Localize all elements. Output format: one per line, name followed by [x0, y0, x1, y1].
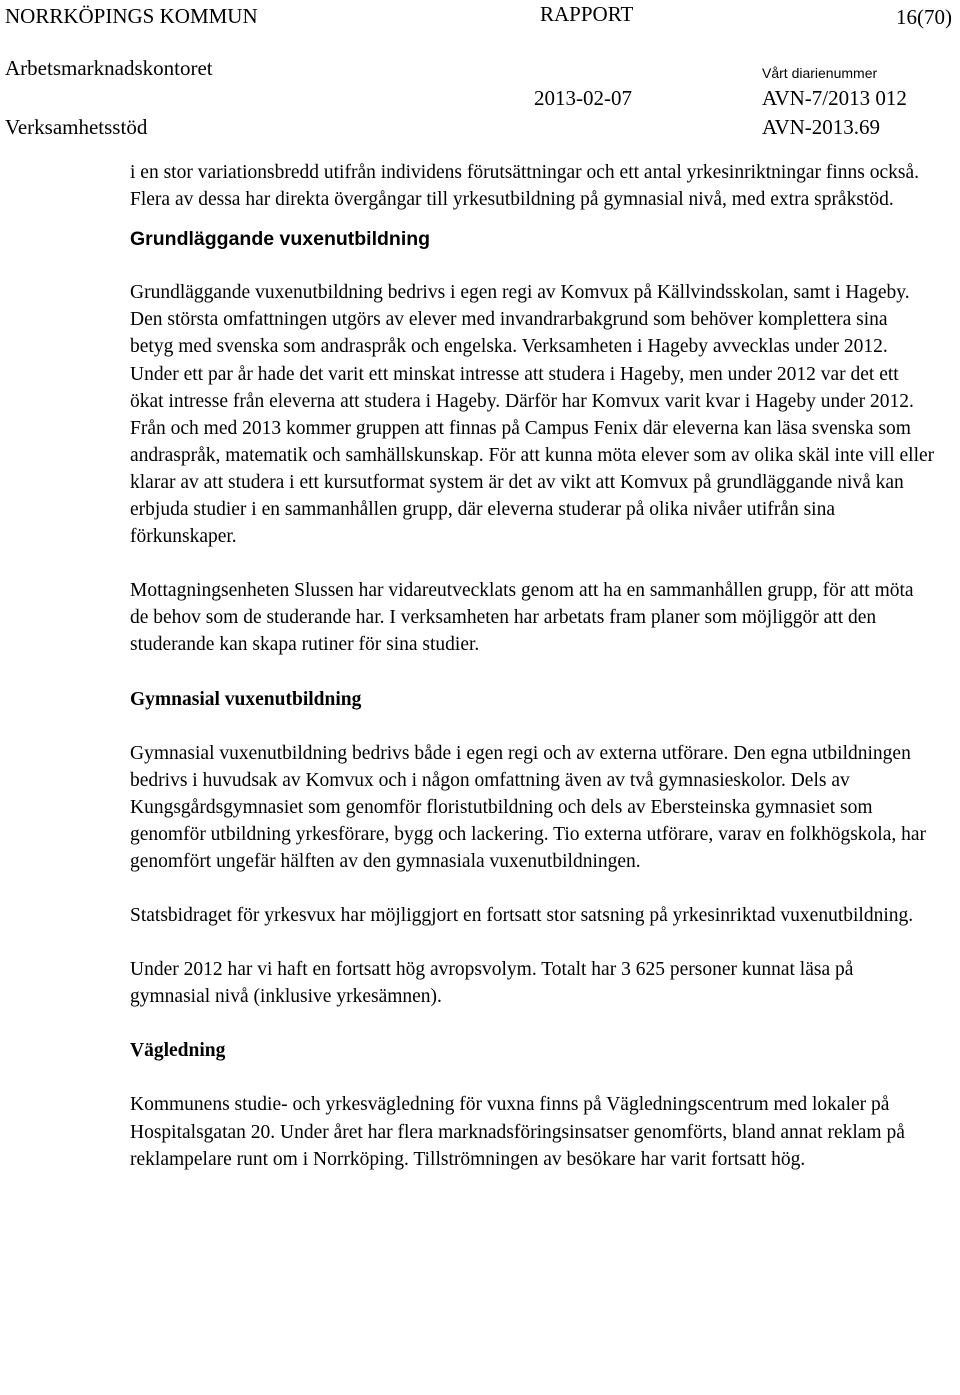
report-date: 2013-02-07 — [534, 86, 632, 110]
diary-number-2: AVN-2013.69 — [762, 115, 881, 139]
basic-paragraph-2: Mottagningsenheten Slussen har vidareutvecklats genom att ha en sammanhållen grupp, för att möta de behov som de studerande har. I verksamheten har arbetats fram planer som möjliggör att den studerande kan skapa rutiner för sina studier. — [130, 580, 914, 656]
diary-number-1: AVN-7/2013 012 — [762, 86, 907, 110]
guidance-paragraph-1: Kommunens studie- och yrkesvägledning för vuxna finns på Vägledningscentrum med lokaler på Hospitalsgatan 20. Under året har flera marknadsföringsinsatser genomförts, bland annat reklam på reklampelare runt om i Norrköping. Tillströmningen av besökare har varit fortsatt hög. — [130, 1094, 905, 1170]
page-number: 16(70) — [896, 5, 952, 29]
document-type: RAPPORT — [540, 2, 634, 26]
section-heading-upper: Gymnasial vuxenutbildning — [130, 688, 362, 710]
upper-paragraph-2: Statsbidraget för yrkesvux har möjliggjort en fortsatt stor satsning på yrkesinriktad vuxenutbildning. — [130, 905, 914, 927]
report-body — [130, 159, 935, 1173]
org-name: NORRKÖPINGS KOMMUN — [5, 4, 258, 28]
basic-paragraph-1: Grundläggande vuxenutbildning bedrivs i egen regi av Komvux på Källvindsskolan, samt i Hageby. Den största omfattningen utgörs av elever med invandrarbakgrund som behöver komplettera sina betyg med svenska som andraspråk och engelska. Verksamheten i Hageby avvecklas under 2012. Under ett par år hade det varit ett minskat intresse att studera i Hageby, men under 2012 var det ett ökat intresse från eleverna att studera i Hageby. Därför har Komvux varit kvar i Hageby under 2012. Från och med 2013 kommer gruppen att finnas på Campus Fenix där eleverna kan läsa svenska som andraspråk, matematik och samhällskunskap. För att kunna möta elever som av olika skäl inte vill eller klarar av att studera i ett kursutformat system är det av vikt att Komvux på grundläggande nivå kan erbjuda studier i en sammanhållen grupp, där eleverna studerar på olika nivåer utifrån sina förkunskaper. — [130, 282, 935, 548]
unit-name: Verksamhetsstöd — [5, 115, 148, 139]
department: Arbetsmarknadskontoret — [5, 56, 213, 80]
upper-paragraph-1: Gymnasial vuxenutbildning bedrivs både i egen regi och av externa utförare. Den egna utbildningen bedrivs i huvudsak av Komvux och i någon omfattning även av två gymnasieskolor. Dels av Kungsgårdsgymnasiet som genomför floristutbildning och dels av Ebersteinska gymnasiet som genomför utbildning yrkesförare, bygg och lackering. Tio externa utförare, varav en folkhögskola, har genomfört ungefär hälften av den gymnasiala vuxenutbildningen. — [130, 742, 927, 872]
diary-label: Vårt diarienummer — [762, 65, 878, 81]
intro-paragraph: i en stor variationsbredd utifrån individens förutsättningar och ett antal yrkesinriktningar finns också. Flera av dessa har direkta övergångar till yrkesutbildning på gymnasial nivå, med extra språkstöd. — [130, 162, 920, 211]
upper-paragraph-3: Under 2012 har vi haft en fortsatt hög avropsvolym. Totalt har 3 625 personer kunnat läsa på gymnasial nivå (inklusive yrkesämnen). — [130, 959, 854, 1008]
section-heading-basic: Grundläggande vuxenutbildning — [130, 228, 431, 251]
section-heading-guidance: Vägledning — [130, 1040, 226, 1062]
